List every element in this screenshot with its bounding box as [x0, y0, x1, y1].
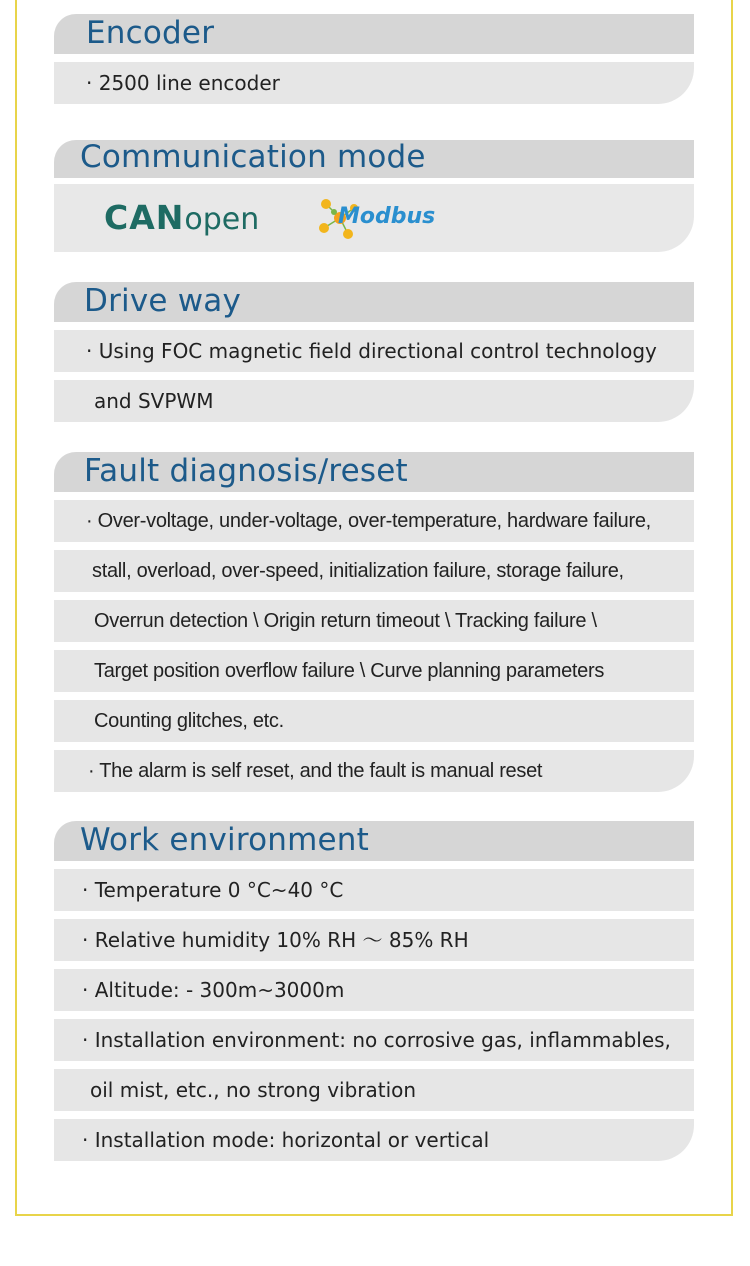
canopen-logo-light: open: [184, 202, 260, 237]
list-item-text: · Temperature 0 °C~40 °C: [82, 878, 344, 902]
section-header: [54, 452, 694, 492]
list-item-text: · The alarm is self reset, and the fault is manual reset: [88, 760, 543, 782]
list-item-text: oil mist, etc., no strong vibration: [90, 1078, 417, 1102]
list-item: [54, 330, 694, 372]
section-title: Fault diagnosis/reset: [84, 453, 408, 489]
canopen-logo: [104, 198, 259, 237]
list-item-text: Counting glitches, etc.: [94, 710, 284, 732]
list-item: [54, 969, 694, 1011]
list-item: [54, 700, 694, 742]
list-item-text: · Relative humidity 10% RH ～ 85% RH: [82, 928, 469, 952]
section-header: [54, 140, 694, 178]
communication-section: [54, 140, 694, 252]
list-item: [54, 919, 694, 961]
list-item: [54, 500, 694, 542]
environment-section: [54, 821, 694, 1161]
list-item-text: · Over-voltage, under-voltage, over-temperature, hardware failure,: [86, 510, 651, 532]
fault-section: [54, 452, 694, 792]
list-item: [54, 600, 694, 642]
list-item: [54, 750, 694, 792]
list-item-text: stall, overload, over-speed, initialization failure, storage failure,: [92, 560, 624, 582]
list-item-text: and SVPWM: [94, 389, 214, 413]
list-item-text: · 2500 line encoder: [86, 71, 280, 95]
list-item: [54, 1119, 694, 1161]
drive-section: [54, 282, 694, 422]
logo-row: [54, 184, 694, 252]
section-title: Work environment: [80, 822, 369, 858]
section-header: [54, 282, 694, 322]
list-item-text: · Installation environment: no corrosive gas, inflammables,: [82, 1028, 671, 1052]
section-title: Communication mode: [80, 139, 426, 175]
list-item: [54, 380, 694, 422]
list-item: [54, 550, 694, 592]
list-item-text: Target position overflow failure \ Curve planning parameters: [94, 660, 605, 682]
list-item-text: Overrun detection \ Origin return timeout \ Tracking failure \: [94, 610, 597, 632]
encoder-section: [54, 14, 694, 104]
list-item: [54, 1069, 694, 1111]
list-item-text: · Altitude: - 300m~3000m: [82, 978, 345, 1002]
modbus-logo: [314, 194, 459, 242]
list-item-text: · Installation mode: horizontal or vertical: [82, 1128, 490, 1152]
list-item-text: · Using FOC magnetic field directional control technology: [86, 339, 657, 363]
modbus-logo-text: Modbus: [338, 204, 436, 229]
section-title: Drive way: [84, 283, 241, 319]
list-item: [54, 62, 694, 104]
list-item: [54, 650, 694, 692]
section-header: [54, 821, 694, 861]
canopen-logo-bold: CAN: [104, 198, 185, 237]
section-title: Encoder: [86, 15, 215, 51]
list-item: [54, 869, 694, 911]
section-header: [54, 14, 694, 54]
list-item: [54, 1019, 694, 1061]
